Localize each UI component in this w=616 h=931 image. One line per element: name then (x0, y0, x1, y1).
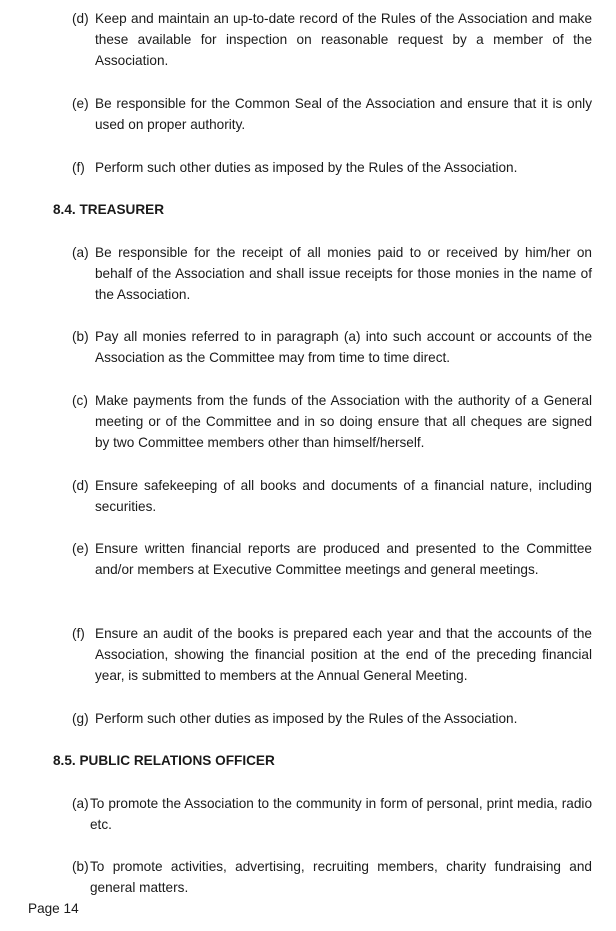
item-marker: (e) (72, 541, 89, 556)
item-marker: (b) (72, 859, 89, 874)
treasurer-item-e (72, 538, 592, 580)
item-marker: (e) (72, 96, 89, 111)
item-marker: (f) (72, 626, 85, 641)
page-number: Page 14 (28, 901, 79, 916)
pr-item-a (72, 793, 592, 835)
item-text: Perform such other duties as imposed by the Rules of the Association. (95, 711, 518, 726)
item-marker: (b) (72, 329, 89, 344)
item-text: Keep and maintain an up-to-date record of the Rules of the Association and make these available for inspection on reasonable request by a member of the Association. (95, 11, 592, 69)
item-marker: (a) (72, 796, 89, 811)
item-text: To promote activities, advertising, recruiting members, charity fundraising and general matters. (90, 859, 592, 896)
item-text: Ensure safekeeping of all books and documents of a financial nature, including securities. (95, 478, 592, 515)
item-text: Be responsible for the Common Seal of the Association and ensure that it is only used on proper authority. (95, 96, 592, 133)
item-text: Pay all monies referred to in paragraph (a) into such account or accounts of the Association as the Committee may from time to time direct. (95, 329, 592, 366)
item-marker: (d) (72, 478, 89, 493)
treasurer-item-c (72, 390, 592, 454)
item-text: Make payments from the funds of the Association with the authority of a General meeting or of the Committee and in so doing ensure that all cheques are signed by two Committee members other than himself/herself. (95, 393, 592, 451)
treasurer-item-d (72, 475, 592, 517)
item-marker: (a) (72, 245, 89, 260)
item-marker: (c) (72, 393, 88, 408)
treasurer-item-g (72, 708, 592, 729)
treasurer-item-f (72, 623, 592, 687)
item-text: Be responsible for the receipt of all monies paid to or received by him/her on behalf of the Association and shall issue receipts for those monies in the name of the Association. (95, 245, 592, 303)
section-heading-treasurer: 8.4. TREASURER (53, 202, 165, 217)
secretary-item-d (72, 8, 592, 72)
item-text: Ensure an audit of the books is prepared each year and that the accounts of the Association, showing the financial position at the end of the preceding financial year, is submitted to members at the Annual General Meeting. (95, 626, 592, 684)
item-marker: (g) (72, 711, 89, 726)
item-text: Perform such other duties as imposed by the Rules of the Association. (95, 160, 518, 175)
secretary-item-f (72, 157, 592, 178)
pr-item-b (72, 856, 592, 898)
section-heading-public-relations: 8.5. PUBLIC RELATIONS OFFICER (53, 753, 275, 768)
treasurer-item-a (72, 242, 592, 306)
item-text: Ensure written financial reports are produced and presented to the Committee and/or members at Executive Committee meetings and general meetings. (95, 541, 592, 578)
secretary-item-e (72, 93, 592, 135)
item-marker: (d) (72, 11, 89, 26)
item-marker: (f) (72, 160, 85, 175)
item-text: To promote the Association to the community in form of personal, print media, radio etc. (90, 796, 592, 833)
treasurer-item-b (72, 326, 592, 368)
